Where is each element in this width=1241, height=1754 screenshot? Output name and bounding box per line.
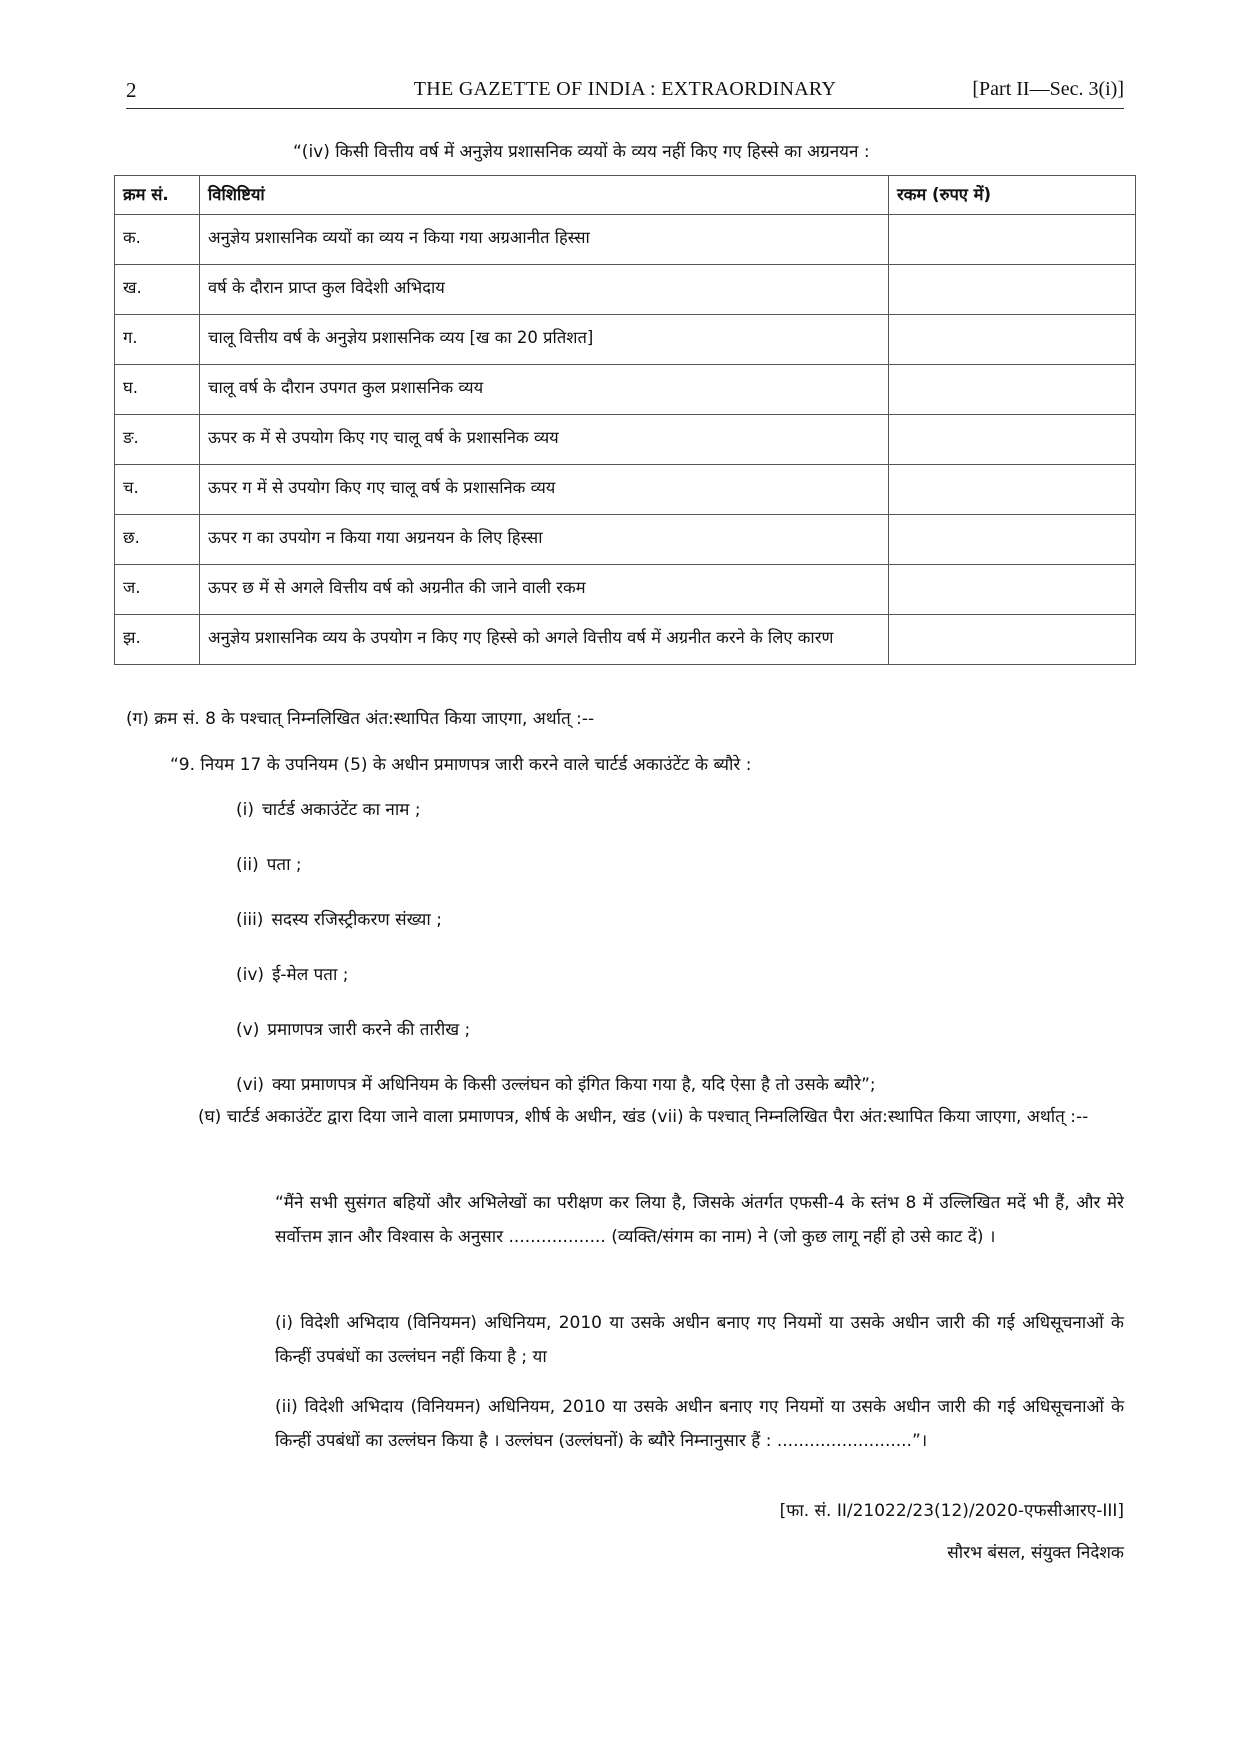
row-amount (889, 615, 1136, 665)
row-serial: ख. (115, 265, 200, 315)
row-serial: ङ. (115, 415, 200, 465)
header-serial-no: क्रम सं. (115, 176, 200, 215)
list-item-number: (iv) (236, 965, 265, 985)
list-item-text: चार्टर्ड अकाउंटेंट का नाम ; (262, 800, 421, 820)
file-number: [फा. सं. II/21022/23(12)/2020-एफसीआरए-III] (779, 1501, 1124, 1521)
row-amount (889, 215, 1136, 265)
table-row (115, 465, 1136, 515)
list-item-text: प्रमाणपत्र जारी करने की तारीख ; (267, 1020, 471, 1040)
row-amount (889, 365, 1136, 415)
list-item (236, 962, 876, 1017)
item-9-intro: “9. नियम 17 के उपनियम (5) के अधीन प्रमाणपत्र जारी करने वाले चार्टर्ड अकाउंटेंट के ब्यौरे : (170, 755, 752, 775)
row-serial: च. (115, 465, 200, 515)
row-serial: घ. (115, 365, 200, 415)
row-amount (889, 265, 1136, 315)
gazette-title: THE GAZETTE OF INDIA : EXTRAORDINARY (413, 78, 837, 100)
row-description: ऊपर छ में से अगले वित्तीय वर्ष को अग्रनीत की जाने वाली रकम (200, 565, 889, 615)
row-description: अनुज्ञेय प्रशासनिक व्यय के उपयोग न किए गए हिस्से को अगले वित्तीय वर्ष में अग्रनीत करने के लिए कारण (200, 615, 889, 665)
row-amount (889, 465, 1136, 515)
list-item-text: पता ; (266, 855, 302, 875)
row-amount (889, 565, 1136, 615)
table-row (115, 365, 1136, 415)
row-description: चालू वित्तीय वर्ष के अनुज्ञेय प्रशासनिक व्यय [ख का 20 प्रतिशत] (200, 315, 889, 365)
row-serial: छ. (115, 515, 200, 565)
row-description: ऊपर ग का उपयोग न किया गया अग्रनयन के लिए हिस्सा (200, 515, 889, 565)
row-amount (889, 515, 1136, 565)
table-row (115, 265, 1136, 315)
list-item (236, 797, 876, 852)
row-amount (889, 415, 1136, 465)
table-caption: “(iv) किसी वित्तीय वर्ष में अनुज्ञेय प्रशासनिक व्ययों के व्यय नहीं किए गए हिस्से का अग्रनयन : (293, 142, 870, 162)
clause-g: (ग) क्रम सं. 8 के पश्चात् निम्नलिखित अंत:स्थापित किया जाएगा, अर्थात् :-- (126, 709, 595, 729)
list-item (236, 852, 876, 907)
row-description: वर्ष के दौरान प्राप्त कुल विदेशी अभिदाय (200, 265, 889, 315)
certificate-paragraph: “मैंने सभी सुसंगत बहियों और अभिलेखों का परीक्षण कर लिया है, जिसके अंतर्गत एफसी-4 के स्तंभ 8 में उल्लिखित मदें भी हैं, और मेरे सर्वोत्तम ज्ञान और विश्वास के अनुसार .................. (व्यक्ति/संगम का नाम) ने (जो कुछ लागू नहीं हो उसे काट दें) । (275, 1193, 1124, 1247)
header-particulars: विशिष्टियां (200, 176, 889, 215)
table-row (115, 615, 1136, 665)
list-item-text: ई-मेल पता ; (272, 965, 349, 985)
table-row (115, 315, 1136, 365)
row-serial: क. (115, 215, 200, 265)
table-row (115, 215, 1136, 265)
part-section: [Part II—Sec. 3(i)] (972, 78, 1124, 100)
signatory: सौरभ बंसल, संयुक्त निदेशक (947, 1543, 1124, 1563)
table-header-row (115, 176, 1136, 215)
header-rule (126, 108, 1124, 109)
list-item-number: (vi) (236, 1075, 265, 1095)
list-item-number: (iii) (236, 910, 264, 930)
table-row (115, 415, 1136, 465)
list-item-number: (i) (236, 800, 254, 820)
table-row (115, 565, 1136, 615)
carry-forward-table (114, 175, 1136, 665)
page-header (126, 78, 1124, 108)
row-serial: झ. (115, 615, 200, 665)
certificate-option-i: (i) विदेशी अभिदाय (विनियमन) अधिनियम, 2010 या उसके अधीन बनाए गए नियमों या उसके अधीन जारी की गई अधिसूचनाओं के किन्हीं उपबंधों का उल्लंघन नहीं किया है ; या (275, 1313, 1124, 1367)
clause-gh: (घ) चार्टर्ड अकाउंटेंट द्वारा दिया जाने वाला प्रमाणपत्र, शीर्ष के अधीन, खंड (vii) के पश्चात् निम्नलिखित पैरा अंत:स्थापित किया जाएगा, अर्थात् :-- (198, 1107, 1089, 1127)
list-item-text: क्या प्रमाणपत्र में अधिनियम के किसी उल्लंघन को इंगित किया गया है, यदि ऐसा है तो उसके ब्यौरे”; (272, 1075, 876, 1095)
row-description: अनुज्ञेय प्रशासनिक व्ययों का व्यय न किया गया अग्रआनीत हिस्सा (200, 215, 889, 265)
row-description: चालू वर्ष के दौरान उपगत कुल प्रशासनिक व्यय (200, 365, 889, 415)
item-9-list (236, 797, 876, 1127)
header-amount: रकम (रुपए में) (889, 176, 1136, 215)
row-description: ऊपर ग में से उपयोग किए गए चालू वर्ष के प्रशासनिक व्यय (200, 465, 889, 515)
row-serial: ग. (115, 315, 200, 365)
list-item (236, 907, 876, 962)
list-item (236, 1017, 876, 1072)
list-item-number: (ii) (236, 855, 259, 875)
list-item-number: (v) (236, 1020, 260, 1040)
row-serial: ज. (115, 565, 200, 615)
row-amount (889, 315, 1136, 365)
list-item-text: सदस्य रजिस्ट्रीकरण संख्या ; (271, 910, 442, 930)
table-row (115, 515, 1136, 565)
row-description: ऊपर क में से उपयोग किए गए चालू वर्ष के प्रशासनिक व्यय (200, 415, 889, 465)
certificate-option-ii: (ii) विदेशी अभिदाय (विनियमन) अधिनियम, 2010 या उसके अधीन बनाए गए नियमों या उसके अधीन जारी की गई अधिसूचनाओं के किन्हीं उपबंधों का उल्लंघन किया है । उल्लंघन (उल्लंघनों) के ब्यौरे निम्नानुसार हैं : .........................”। (275, 1397, 1124, 1451)
page-number: 2 (126, 78, 137, 102)
